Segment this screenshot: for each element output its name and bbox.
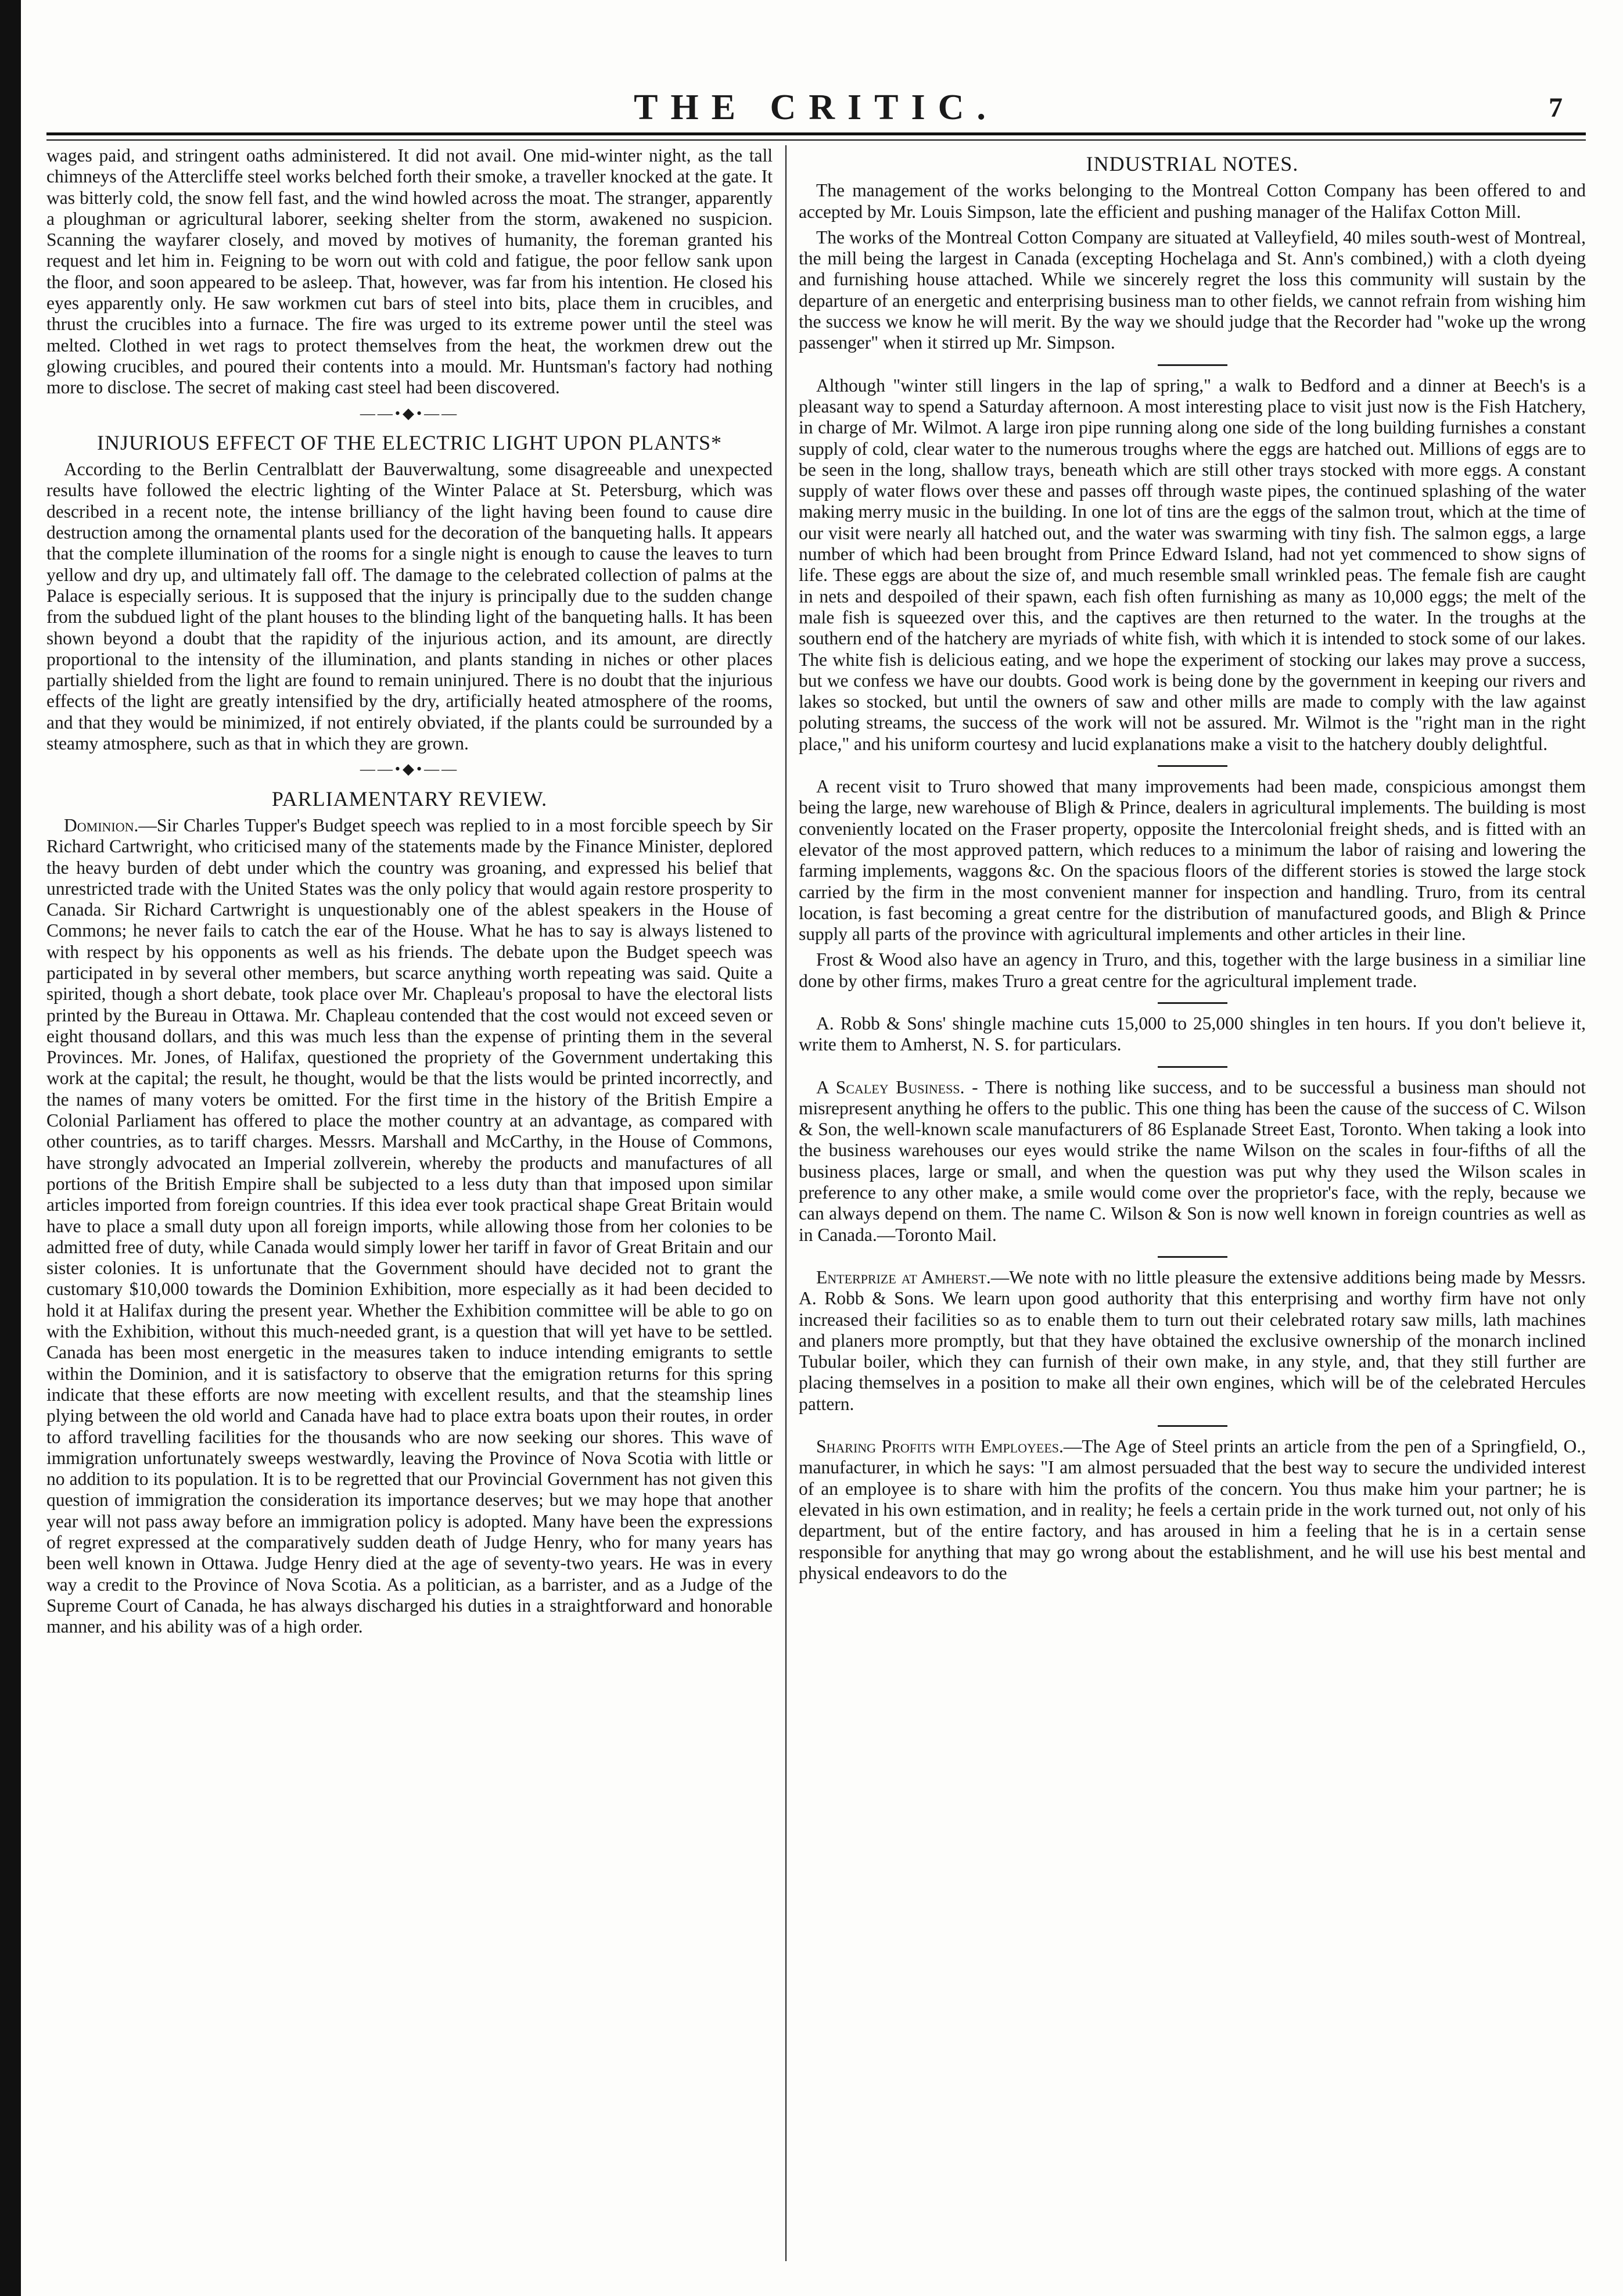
note-paragraph	[799, 1077, 1586, 1246]
section-rule	[1158, 364, 1227, 366]
note-paragraph: A. Robb & Sons' shingle machine cuts 15,000 to 25,000 shingles in ten hours. If you don't believe it, write them to Amherst, N. S. for particulars.	[799, 1013, 1586, 1055]
binding-edge	[0, 0, 21, 2296]
article-lead: Sharing Profits with Employees.	[816, 1436, 1064, 1457]
article-body: —The Age of Steel prints an article from the pen of a Springfield, O., manufacturer, in which he says: "I am almost persuaded that the best way to secure the undivided interest of an employee is to share with him the profits of the concern. You thus make him your partner; he is elevated in his own estimation, and in reality; he feels a certain pride in the work turned out, not only of his department, but of the entire factory, and has aroused in him a feeling that he is in a certain sense responsible for anything that may go wrong about the establishment, and he will use his best mental and physical endeavors to do the	[799, 1436, 1586, 1583]
note-paragraph	[799, 1436, 1586, 1584]
parliamentary-review-heading: PARLIAMENTARY REVIEW.	[271, 787, 548, 810]
newspaper-title: THE CRITIC.	[634, 87, 999, 127]
article-lead: A Scaley Business.	[816, 1077, 965, 1097]
section-rule	[1158, 765, 1227, 767]
header-rule	[46, 132, 1586, 135]
article-body: - There is nothing like success, and to be successful a business man should not misrepresent anything he offers to the public. This one thing has been the cause of the success of C. Wilson & Son, the well-known scale manufacturers of 86 Esplanade Street East, Toronto. When taking a look into the business warehouses our eyes would strike the name Wilson on the scales in four-fifths of all the business places, large or small, and when the question was put why they used the Wilson scales in preference to any other make, a smile would come over the proprietor's face, with the reply, because we can always depend on them. The name C. Wilson & Son is now well known in foreign countries as well as in Canada.—Toronto Mail.	[799, 1077, 1586, 1245]
note-paragraph: The management of the works belonging to the Montreal Cotton Company has been offered to and accepted by Mr. Louis Simpson, late the efficient and pushing manager of the Halifax Cotton Mill.	[799, 180, 1586, 222]
note-paragraph	[799, 1267, 1586, 1415]
industrial-notes-heading: INDUSTRIAL NOTES.	[1086, 152, 1299, 175]
section-rule	[1158, 1425, 1227, 1427]
article-body: —We note with no little pleasure the extensive additions being made by Messrs. A. Robb & Sons. We learn upon good authority that this enterprising and worthy firm have not only increased their facilities so as to enable them to turn out their celebrated rotary saw mills, lath machines and planers more promptly, but that they have obtained the exclusive ownership of the monarch inclined Tubular boiler, which they can furnish of their own make, in any style, and, that they still further are placing themselves in a position to make all their own engines, which will be of the celebrated Hercules pattern.	[799, 1267, 1586, 1414]
section-rule	[1158, 1066, 1227, 1068]
section-rule	[1158, 1002, 1227, 1004]
steel-story-continuation: wages paid, and stringent oaths administered. It did not avail. One mid-winter night, as the tall chimneys of the Attercliffe steel works belched forth their smoke, a traveller knocked at the gate. It was bitterly cold, the snow fell fast, and the wind howled across the moat. The stranger, apparently a ploughman or agricultural laborer, seeking shelter from the storm, awakened no suspicion. Scanning the wayfarer closely, and moved by motives of humanity, the foreman granted his request and let him in. Feigning to be worn out with cold and fatigue, the poor fellow sank upon the floor, and soon appeared to be asleep. That, however, was far from his intention. He closed his eyes apparently only. He saw workmen cut bars of steel into bits, place them in crucibles, and thrust the crucibles into a furnace. The fire was urged to its extreme power until the steel was melted. Clothed in wet rags to protect themselves from the heat, the workmen drew out the glowing crucibles, and poured their contents into a mould. Mr. Huntsman's factory had nothing more to disclose. The secret of making cast steel had been discovered.	[46, 145, 773, 398]
note-paragraph: A recent visit to Truro showed that many improvements had been made, conspicious amongst them being the large, new warehouse of Bligh & Prince, dealers in agricultural implements. The building is most conveniently located on the Fraser property, opposite the Intercolonial freight sheds, and is fitted with an elevator of the most approved pattern, which reduces to a minimum the labor of raising and lowering the farming implements, waggons &c. On the spacious floors of the different stories is stowed the large stock carried by the firm in the most convenient manner for inspection and handling. Truro, from its central location, is fast becoming a great centre for the distribution of manufactured goods, and Bligh & Prince supply all parts of the province with agricultural implements and other articles in their line.	[799, 776, 1586, 945]
electric-light-article: According to the Berlin Centralblatt der Bauverwaltung, some disagreeable and unexpected results have followed the electric lighting of the Winter Palace at St. Petersburg, which was described in a recent note, the intense brilliancy of the light having been found to cause dire destruction among the ornamental plants used for the decoration of the banqueting halls. It appears that the complete illumination of the rooms for a single night is enough to cause the leaves to turn yellow and dry up, and ultimately fall off. The damage to the celebrated collection of palms at the Palace is especially serious. It is supposed that the injury is principally due to the sudden change from the subdued light of the plant houses to the blinding light of the banqueting halls. It has been shown beyond a doubt that the rapidity of the injurious action, and its amount, are directly proportional to the intensity of the illumination, and plants standing in niches or other places partially shielded from the light are found to remain uninjured. There is no doubt that the injurious effects of the light are greatly intensified by the dry, artificially heated atmosphere of the rooms, and that they would be minimized, if not entirely obviated, if the plants could be surrounded by a steamy atmosphere, such as that in which they are grown.	[46, 459, 773, 754]
ornament-divider: ——•◆•——	[360, 404, 459, 422]
parliamentary-review-article	[46, 815, 773, 1638]
article-lead: Enterprize at Amherst.	[816, 1267, 991, 1287]
left-column	[46, 145, 784, 2261]
note-paragraph: Frost & Wood also have an agency in Truro, and this, together with the large business in a similiar line done by other firms, makes Truro a great centre for the agricultural implement trade.	[799, 949, 1586, 991]
header-rule-thin	[46, 139, 1586, 141]
right-column	[799, 145, 1586, 2261]
note-paragraph: Although "winter still lingers in the lap of spring," a walk to Bedford and a dinner at Beech's is a pleasant way to spend a Saturday afternoon. A most interesting place to visit just now is the Fish Hatchery, in charge of Mr. Wilmot. A large iron pipe running along one side of the long building furnishes a constant supply of cold, clear water to the numerous troughs where the eggs are hatched out. Millions of eggs are to be seen in the long, shallow trays, beneath which are still other trays stocked with more eggs. A constant supply of water flows over these and passes off through waste pipes, the continued splashing of the water making merry music in the building. In one lot of tins are the eggs of the salmon trout, which at the time of our visit were nearly all hatched out, and the water was swarming with tiny fish. The salmon eggs, a large number of which had been brought from Prince Edward Island, had not yet commenced to show signs of life. These eggs are about the size of, and much resemble small wrinkled peas. The female fish are caught in nets and despoiled of their spawn, each fish often furnishing as many as 10,000 eggs; the melt of the male fish is squeezed over this, and the captives are then returned to the water. In the troughs at the southern end of the hatchery are myriads of white fish, with which it is intended to stock some of our lakes. The white fish is delicious eating, and we hope the experiment of stocking our lakes may prove a success, but we confess we have our doubts. Good work is being done by the government in keeping our rivers and lakes so stocked, but until the owners of saw and other mills are made to comply with the law against poluting streams, the success of the work will not be assured. Mr. Wilmot is the "right man in the right place," and his uniform courtesy and lucid explanations make a visit to the hatchery doubly delightful.	[799, 375, 1586, 754]
article-lead: Dominion.	[64, 815, 139, 835]
note-paragraph: The works of the Montreal Cotton Company are situated at Valleyfield, 40 miles south-west of Montreal, the mill being the largest in Canada (excepting Hochelaga and St. Ann's combined,) with a cloth dyeing and furnishing house attached. While we sincerely regret the loss this community will sustain by the departure of an energetic and enterprising business man to other fields, we cannot refrain from wishing him the success we know he will merit. By the way we should judge that the Recorder had "woke up the wrong passenger" when it stirred up Mr. Simpson.	[799, 227, 1586, 353]
page-number: 7	[1549, 92, 1563, 123]
article-body: —Sir Charles Tupper's Budget speech was replied to in a most forcible speech by Sir Richard Cartwright, who criticised many of the statements made by the Finance Minister, deplored the heavy burden of debt under which the country was groaning, and expressed his belief that unrestricted trade with the United States was the only policy that would again restore prosperity to Canada. Sir Richard Cartwright is unquestionably one of the ablest speakers in the House of Commons; he never fails to catch the ear of the House. What he has to say is always listened to with respect by his opponents as well as his friends. The debate upon the Budget speech was participated in by several other members, but scarce anything worth repeating was said. Quite a spirited, though a short debate, took place over Mr. Chapleau's proposal to have the electoral lists printed by the Bureau in Ottawa. Mr. Chapleau contended that the cost would not exceed seven or eight thousand dollars, and this was much less than the expense of printing them in the several Provinces. Mr. Jones, of Halifax, questioned the propriety of the Government undertaking this work at the capital; the result, he thought, would be that the lists would be printed incorrectly, and the names of many voters be omitted. For the first time in the history of the British Empire a Colonial Parliament has offered to place the mother country at an advantage, as compared with other countries, as to tariff charges. Messrs. Marshall and McCarthy, in the House of Commons, have strongly advocated an Imperial zollverein, whereby the products and manufactures of all portions of the British Empire shall be subjected to a less duty than that imposed upon similar articles imported from foreign countries. If this idea ever took practical shape Great Britain would have to place a small duty upon all foreign imports, while allowing those from her colonies to be admitted free of duty, while Canada would simply lower her tariff in favor of Great Britain and our sister colonies. It is unfortunate that the Government should have decided not to grant the customary $10,000 towards the Dominion Exhibition, more especially as it had been decided to hold it at Halifax during the present year. Whether the Exhibition committee will be able to go on with the Exhibition, without this much-needed grant, is a question that will yet have to be settled. Canada has been most energetic in the measures taken to induce intending emigrants to settle within the Dominion, and it is satisfactory to observe that the emigration returns for this spring indicate that these efforts are now meeting with excellent results, and that the steamship lines plying between the old world and Canada have had to place extra boats upon their routes, in order to afford travelling facilities for the thousands who are now seeking our shores. This wave of immigration unfortunately sweeps westwardly, leaving the Province of Nova Scotia with little or no addition to its population. It is to be regretted that our Provincial Government has not given this question of immigration the consideration its importance deserves; but we may hope that another year will not pass away before an immigration policy is adopted. Many have been the expressions of regret expressed at the comparatively sudden death of Judge Henry, who for many years has been well known in Ottawa. Judge Henry died at the age of seventy-two years. He was in every way a credit to the Province of Nova Scotia. As a politician, as a barrister, and as a Judge of the Supreme Court of Canada, he has always discharged his duties in a straightforward and honorable manner, and his ability was of a high order.	[46, 815, 773, 1637]
masthead	[46, 87, 1586, 128]
column-divider	[785, 145, 787, 2261]
electric-light-heading: INJURIOUS EFFECT OF THE ELECTRIC LIGHT UPON PLANTS*	[96, 430, 723, 454]
ornament-divider: ——•◆•——	[360, 760, 459, 778]
section-rule	[1158, 1256, 1227, 1258]
